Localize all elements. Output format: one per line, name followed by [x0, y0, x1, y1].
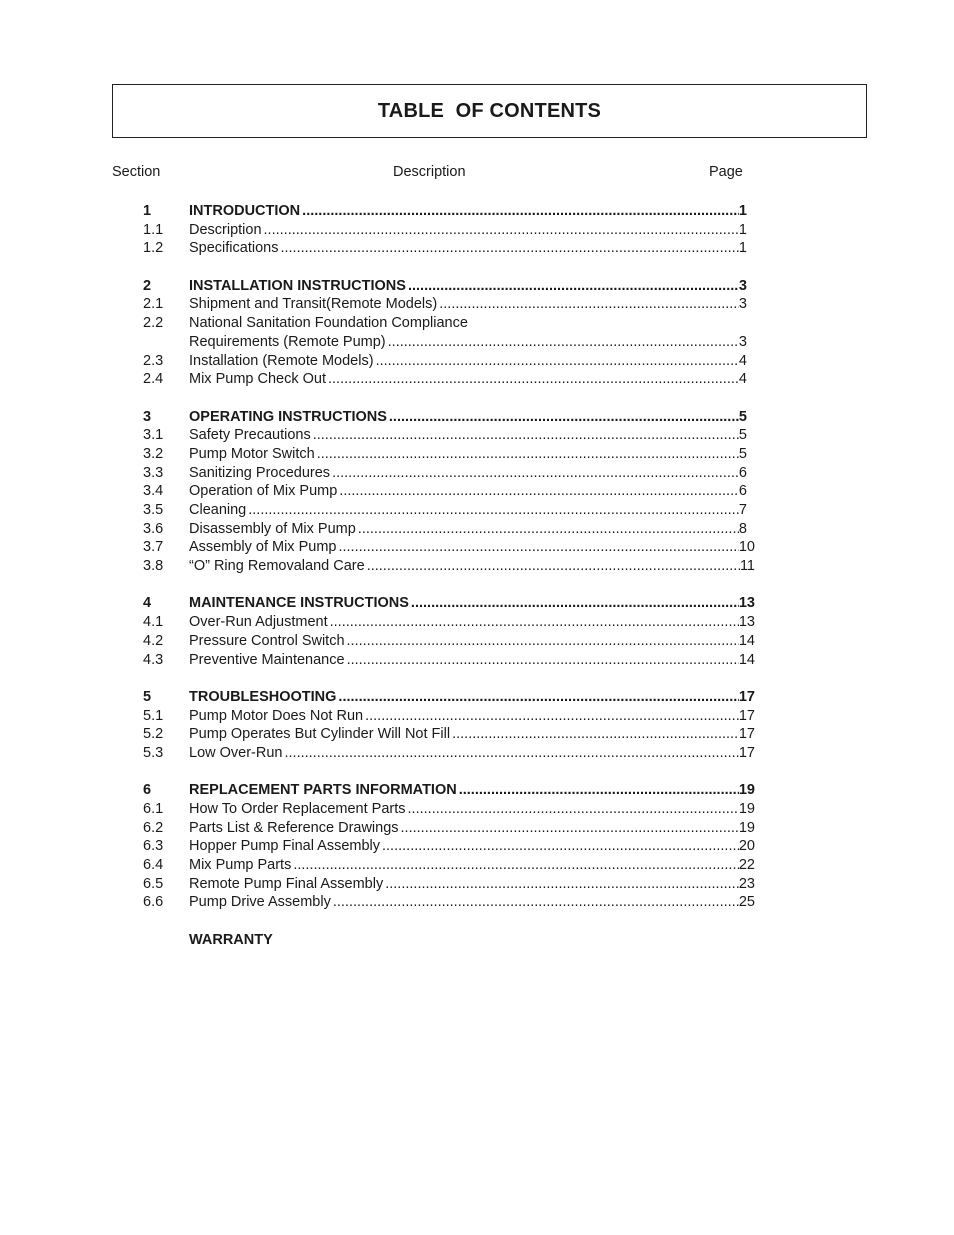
dot-leader — [331, 893, 739, 912]
section-number: 6.5 — [143, 875, 164, 892]
toc-line — [189, 875, 755, 894]
section-number: 1.2 — [143, 240, 164, 257]
dot-leader — [336, 538, 738, 557]
entry-title: Over-Run Adjustment — [189, 614, 328, 631]
entry-title: Pump Motor Does Not Run — [189, 707, 364, 724]
section-number: 6.1 — [143, 801, 164, 817]
section-number: 6.6 — [143, 894, 164, 911]
toc-line — [189, 632, 755, 651]
toc-entry[interactable] — [0, 707, 954, 726]
entry-title: Cleaning — [189, 502, 247, 518]
dot-leader — [262, 221, 739, 240]
dot-leader — [345, 651, 739, 670]
page-number: 17 — [738, 707, 755, 724]
entry-title: Low Over-Run — [189, 744, 283, 761]
entry-title: Pump Drive Assembly — [189, 894, 331, 911]
section-column-header: Section — [112, 164, 161, 180]
entry-title: Safety Precautions — [189, 427, 311, 444]
page-title: TABLE OF CONTENTS — [377, 99, 602, 122]
toc-line — [189, 800, 755, 819]
dot-leader — [330, 464, 739, 483]
dot-leader — [311, 426, 739, 445]
section-number: 5.2 — [143, 726, 164, 743]
dot-leader — [406, 277, 739, 296]
toc-entry[interactable] — [0, 725, 954, 744]
toc-entry[interactable] — [0, 333, 954, 352]
toc-entry[interactable] — [0, 221, 954, 240]
section-number: 6 — [143, 782, 152, 799]
toc-entry[interactable] — [0, 295, 954, 314]
entry-title: TROUBLESHOOTING — [189, 688, 337, 705]
entry-title: Assembly of Mix Pump — [189, 539, 337, 556]
dot-leader — [365, 557, 740, 576]
dot-leader — [386, 333, 739, 352]
toc-line — [189, 314, 468, 333]
section-number: 2.2 — [143, 315, 164, 332]
toc-line — [189, 651, 755, 670]
toc-line — [189, 464, 747, 483]
toc-line — [189, 501, 747, 520]
toc-entry[interactable] — [0, 464, 954, 483]
section-number: 3.4 — [143, 483, 164, 500]
page-number: 19 — [738, 801, 755, 817]
toc-entry[interactable] — [0, 370, 954, 389]
toc-line — [189, 557, 755, 576]
toc-line — [189, 277, 747, 296]
section-number: 3.5 — [143, 502, 164, 518]
entry-title: REPLACEMENT PARTS INFORMATION — [189, 782, 457, 799]
dot-leader — [380, 837, 739, 856]
toc-entry[interactable] — [0, 426, 954, 445]
page-number: 17 — [738, 744, 755, 761]
section-number: 3.7 — [143, 539, 164, 556]
dot-leader — [345, 632, 739, 651]
page-number: 1 — [738, 203, 747, 219]
page-number: 13 — [738, 595, 755, 612]
toc-line — [189, 295, 747, 314]
toc-section-heading[interactable] — [0, 781, 954, 800]
toc-line — [189, 744, 755, 763]
toc-entry[interactable] — [0, 744, 954, 763]
toc-line — [189, 445, 747, 464]
section-number: 4.3 — [143, 651, 164, 668]
toc-list — [0, 202, 954, 968]
section-number: 3.1 — [143, 427, 164, 444]
toc-line — [189, 893, 755, 912]
page-number: 19 — [738, 782, 755, 799]
entry-title: “O” Ring Removaland Care — [189, 558, 365, 575]
toc-line — [189, 221, 747, 240]
entry-title: Sanitizing Procedures — [189, 464, 331, 481]
toc-entry[interactable] — [0, 520, 954, 539]
dot-leader — [291, 856, 739, 875]
page-number: 4 — [738, 371, 747, 388]
description-column-header: Description — [393, 164, 466, 180]
toc-group — [0, 408, 954, 576]
toc-line — [189, 856, 755, 875]
toc-line — [189, 781, 755, 800]
toc-entry[interactable] — [0, 557, 954, 576]
toc-group — [0, 688, 954, 763]
section-number: 5.3 — [143, 744, 164, 761]
page-number: 10 — [738, 539, 755, 556]
toc-line — [189, 333, 747, 352]
section-number: 6.2 — [143, 819, 164, 836]
toc-line — [189, 931, 273, 950]
dot-leader — [315, 445, 739, 464]
entry-title: Preventive Maintenance — [189, 651, 345, 668]
dot-leader — [282, 744, 738, 763]
toc-entry[interactable] — [0, 893, 954, 912]
dot-leader — [300, 202, 739, 221]
page-number: 8 — [738, 520, 747, 537]
toc-section-heading[interactable] — [0, 202, 954, 221]
page-number: 5 — [738, 445, 747, 462]
entry-title: OPERATING INSTRUCTIONS — [189, 408, 387, 425]
page-number: 14 — [738, 651, 755, 668]
toc-section-heading[interactable] — [0, 277, 954, 296]
page-number: 1 — [738, 240, 747, 257]
section-number: 5.1 — [143, 707, 164, 724]
toc-group — [0, 277, 954, 389]
section-number: 3 — [143, 408, 152, 425]
entry-title: Parts List & Reference Drawings — [189, 819, 399, 836]
page-number: 17 — [738, 688, 755, 705]
page-number: 22 — [738, 857, 755, 874]
entry-title: Description — [189, 221, 262, 238]
entry-title: Pump Motor Switch — [189, 445, 315, 462]
dot-leader — [450, 725, 739, 744]
dot-leader — [387, 408, 739, 427]
toc-line — [189, 352, 747, 371]
page-number: 4 — [738, 352, 747, 369]
page-number: 6 — [738, 464, 747, 481]
toc-section-heading[interactable] — [0, 408, 954, 427]
toc-entry[interactable] — [0, 482, 954, 501]
section-number: 3.8 — [143, 558, 164, 575]
entry-title: Disassembly of Mix Pump — [189, 520, 356, 537]
dot-leader — [336, 688, 738, 707]
section-number: 6.3 — [143, 838, 164, 855]
section-number: 2.4 — [143, 371, 164, 388]
toc-entry[interactable] — [0, 856, 954, 875]
page-number: 3 — [738, 296, 747, 313]
dot-leader — [278, 239, 738, 258]
toc-entry[interactable] — [0, 632, 954, 651]
title-box — [112, 84, 867, 138]
dot-leader — [437, 295, 739, 314]
toc-line — [189, 819, 755, 838]
entry-title: MAINTENANCE INSTRUCTIONS — [189, 595, 409, 612]
entry-title: National Sanitation Foundation Compliance — [189, 315, 468, 332]
toc-line — [189, 239, 747, 258]
toc-entry[interactable] — [0, 800, 954, 819]
section-number: 1.1 — [143, 221, 164, 238]
toc-entry[interactable] — [0, 501, 954, 520]
toc-line — [189, 688, 755, 707]
section-number: 3.3 — [143, 464, 164, 481]
section-number: 3.2 — [143, 445, 164, 462]
toc-entry[interactable] — [0, 651, 954, 670]
toc-line — [189, 707, 755, 726]
toc-entry[interactable] — [0, 538, 954, 557]
entry-title: Mix Pump Parts — [189, 857, 292, 874]
toc-group — [0, 781, 954, 912]
dot-leader — [399, 819, 739, 838]
entry-title: Shipment and Transit(Remote Models) — [189, 296, 438, 313]
entry-title: INSTALLATION INSTRUCTIONS — [189, 277, 406, 294]
toc-line — [189, 725, 755, 744]
section-number: 5 — [143, 688, 152, 705]
section-number: 6.4 — [143, 857, 164, 874]
toc-section-heading[interactable] — [0, 931, 954, 950]
page-number: 6 — [738, 483, 747, 500]
toc-line — [189, 426, 747, 445]
entry-title: Operation of Mix Pump — [189, 483, 338, 500]
section-number: 2.3 — [143, 352, 164, 369]
entry-title: Installation (Remote Models) — [189, 352, 374, 369]
page-number: 11 — [739, 558, 755, 575]
toc-line — [189, 538, 755, 557]
entry-title: Requirements (Remote Pump) — [189, 333, 386, 350]
toc-entry[interactable] — [0, 837, 954, 856]
toc-line — [189, 520, 747, 539]
dot-leader — [406, 800, 739, 819]
dot-leader — [374, 352, 739, 371]
section-number: 2 — [143, 277, 152, 294]
toc-entry[interactable] — [0, 445, 954, 464]
page-number: 17 — [738, 726, 755, 743]
dot-leader — [383, 875, 739, 894]
toc-entry[interactable] — [0, 613, 954, 632]
dot-leader — [457, 781, 739, 800]
toc-entry[interactable] — [0, 239, 954, 258]
page-number: 3 — [738, 277, 747, 294]
entry-title: Hopper Pump Final Assembly — [189, 838, 380, 855]
entry-title: Pressure Control Switch — [189, 632, 345, 649]
section-number: 1 — [143, 203, 152, 219]
entry-title: Remote Pump Final Assembly — [189, 875, 384, 892]
toc-line — [189, 370, 747, 389]
dot-leader — [356, 520, 739, 539]
toc-section-heading[interactable] — [0, 594, 954, 613]
page-number: 19 — [738, 819, 755, 836]
toc-group — [0, 931, 954, 950]
page-number: 5 — [738, 427, 747, 444]
section-number: 2.1 — [143, 296, 164, 313]
page-number: 7 — [738, 502, 747, 518]
entry-title: Mix Pump Check Out — [189, 371, 326, 388]
dot-leader — [246, 501, 739, 520]
dot-leader — [409, 594, 739, 613]
page-number: 14 — [738, 632, 755, 649]
dot-leader — [326, 370, 739, 389]
toc-entry[interactable] — [0, 819, 954, 838]
page-column-header: Page — [709, 164, 743, 180]
page-number: 13 — [738, 614, 755, 631]
toc-line — [189, 613, 755, 632]
page-number: 1 — [738, 221, 747, 238]
entry-title: WARRANTY — [189, 931, 273, 948]
page-number: 25 — [738, 894, 755, 911]
entry-title: INTRODUCTION — [189, 203, 301, 219]
toc-line — [189, 837, 755, 856]
toc-group — [0, 594, 954, 669]
page-number: 5 — [738, 408, 747, 425]
section-number: 4 — [143, 595, 152, 612]
toc-line — [189, 482, 747, 501]
toc-entry[interactable] — [0, 314, 954, 333]
section-number: 3.6 — [143, 520, 164, 537]
section-number: 4.2 — [143, 632, 164, 649]
entry-title: Specifications — [189, 240, 279, 257]
toc-group — [0, 202, 954, 258]
entry-title: Pump Operates But Cylinder Will Not Fill — [189, 726, 451, 743]
page-number: 20 — [738, 838, 755, 855]
toc-line — [189, 408, 747, 427]
toc-entry[interactable] — [0, 352, 954, 371]
toc-section-heading[interactable] — [0, 688, 954, 707]
dot-leader — [328, 613, 739, 632]
dot-leader — [363, 707, 739, 726]
section-number: 4.1 — [143, 614, 164, 631]
dot-leader — [337, 482, 739, 501]
toc-line — [189, 594, 755, 613]
page-number: 23 — [738, 875, 755, 892]
page-number: 3 — [738, 333, 747, 350]
toc-entry[interactable] — [0, 875, 954, 894]
toc-line — [189, 202, 747, 221]
entry-title: How To Order Replacement Parts — [189, 801, 406, 817]
